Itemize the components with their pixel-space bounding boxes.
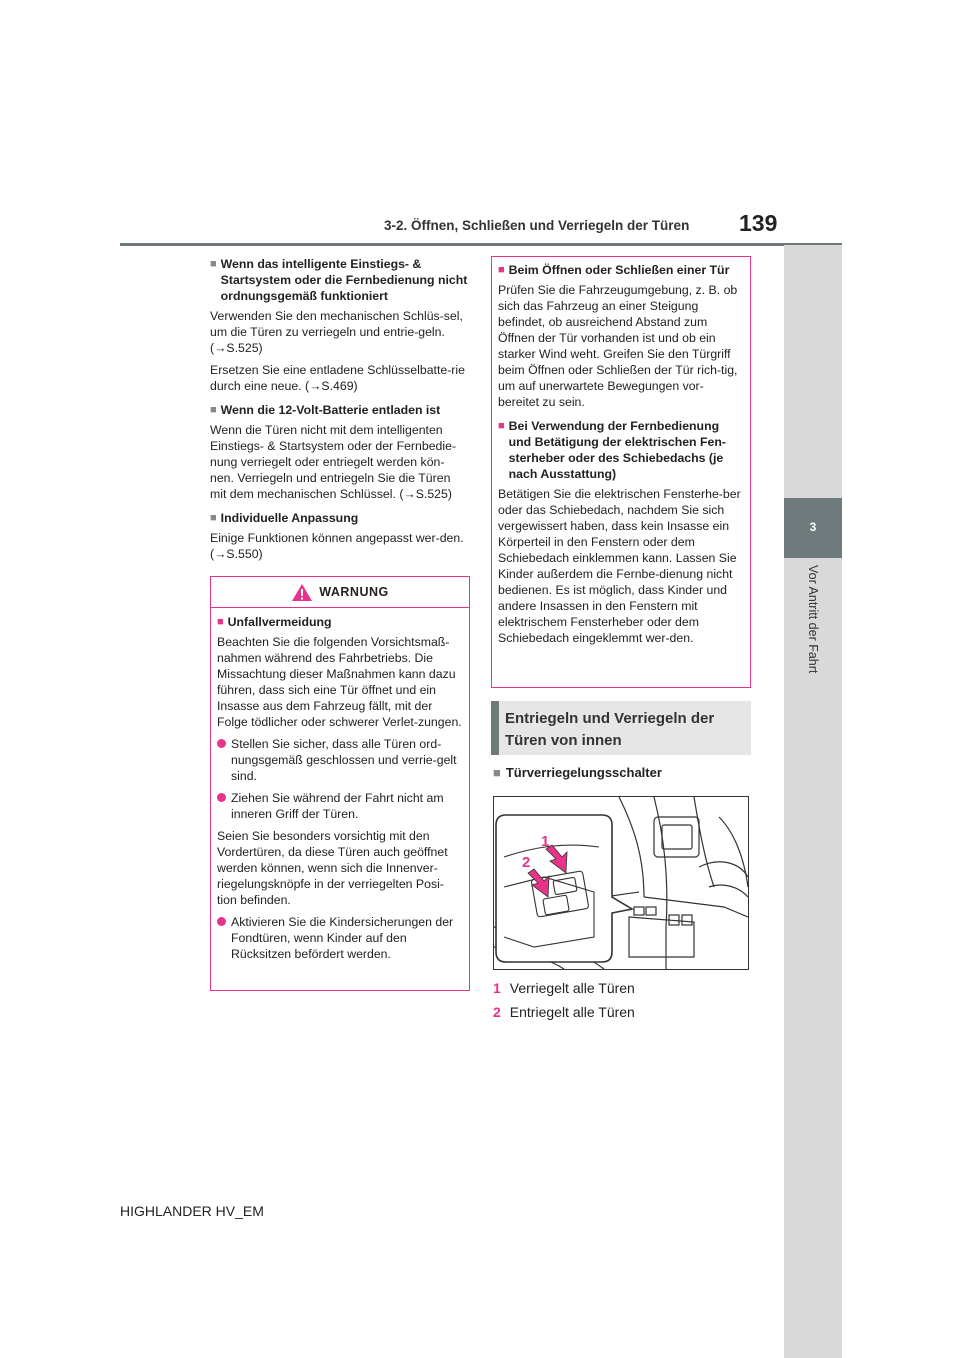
warning-header [211,577,469,608]
heading-smart-entry: ■ Wenn das intelligente Einstiegs- & Startsystem oder die Fernbedienung nicht ordnungsgemäß funktioniert [210,257,468,303]
footer-model: HIGHLANDER HV_EM [120,1203,264,1219]
square-bullet-icon: ■ [217,616,224,628]
door-lock-switch-illustration [493,796,749,970]
chapter-label: Vor Antritt der Fahrt [806,565,820,674]
paragraph: Prüfen Sie die Fahrzeugumgebung, z. B. ob sich das Fahrzeug an einer Steigung befindet, ob ausreichend Abstand zum Öffnen der Tür vorhanden ist und ob ein starker Wind weht. Greifen Sie den Türgriff beim Öffnen oder Schließen der Tür rich-tig, um auf unerwartete Bewegungen vor-bereitet zu sein. [498,283,738,409]
paragraph: Einige Funktionen können angepasst wer-den. (→S.550) [210,531,464,561]
warning-box [210,576,470,991]
section-title-line1: Entriegeln und Verriegeln der [505,710,715,727]
paragraph: Beachten Sie die folgenden Vorsichtsmaß-nahmen während des Fahrbetriebs. Die Missachtung dieser Maßnahmen kann dazu führen, dass sich eine Tür öffnet und ein Insasse aus dem Fahrzeug fällt, mit der Folge tödlicher oder schwerer Verlet-zungen. [217,635,462,729]
legend-item-1: 1 Verriegelt alle Türen [493,980,635,996]
heading-door-open: ■ Beim Öffnen oder Schließen einer Tür [498,263,730,277]
square-bullet-icon: ■ [498,264,505,276]
figure-label-1: 1 [541,833,550,850]
bullet-item: Stellen Sie sicher, dass alle Türen ord-nungsgemäß geschlossen und verrie-gelt sind. [217,736,463,784]
heading-customization: ■ Individuelle Anpassung [210,511,359,525]
chapter-number-tab: 3 [784,498,842,558]
warning-title: WARNUNG [319,585,389,599]
figure-label-2: 2 [522,854,531,871]
section-header-title: 3-2. Öffnen, Schließen und Verriegeln der Türen [384,218,690,233]
dot-bullet-icon [217,793,226,802]
warning-triangle-icon [291,583,313,602]
square-bullet-icon: ■ [210,404,217,416]
square-bullet-icon: ■ [493,765,501,780]
paragraph: Verwenden Sie den mechanischen Schlüs-sel, um die Türen zu verriegeln und entrie-geln. (→S.525) [210,309,463,355]
bullet-item: Ziehen Sie während der Fahrt nicht am inneren Griff der Türen. [217,790,463,822]
heading-remote-window: ■ Bei Verwendung der Fernbedienung und Betätigung der elektrischen Fen-sterheber oder des Schiebedachs (je nach Ausstattung) [498,419,726,481]
legend-item-2: 2 Entriegelt alle Türen [493,1004,635,1020]
section-heading [491,701,751,755]
bullet-item: Aktivieren Sie die Kindersicherungen der Fondtüren, wenn Kinder auf den Rücksitzen befördert werden. [217,914,463,962]
illustration-svg [494,797,748,969]
dot-bullet-icon [217,739,226,748]
page-number: 139 [739,210,778,236]
paragraph: Wenn die Türen nicht mit dem intelligenten Einstiegs- & Startsystem oder der Fernbedie-nung verriegelt oder entriegelt werden kön-nen. Verriegeln und entriegeln Sie die Türen mit dem mechanischen Schlüssel. (→S.525) [210,423,457,501]
section-title-line2: Türen von innen [505,732,622,749]
left-column [210,256,468,568]
legend-list [493,976,635,1024]
square-bullet-icon: ■ [210,512,217,524]
heading-accident: ■ Unfallvermeidung [217,615,332,629]
caution-box [491,256,751,688]
square-bullet-icon: ■ [210,258,217,270]
heading-battery: ■ Wenn die 12-Volt-Batterie entladen ist [210,403,441,417]
dot-bullet-icon [217,917,226,926]
side-tab-bottom [784,558,842,1358]
paragraph: Betätigen Sie die elektrischen Fensterhe-ber oder das Schiebedach, nachdem Sie sich vergewissert haben, dass kein Insasse ein Körperteil in den Fenstern oder dem Schiebedach einklemmen kann. Lassen Sie Kinder außerdem die Fernbe-dienung nicht bedienen. Es ist möglich, dass Kinder und andere Insassen in den Fenstern mit elektrischem Fensterheber oder dem Schiebedach eingeklemmt wer-den. [498,487,741,645]
square-bullet-icon: ■ [498,420,505,432]
header-rule [120,243,842,246]
side-tab-top [784,245,842,498]
paragraph: Seien Sie besonders vorsichtig mit den Vordertüren, da diese Türen auch geöffnet werden können, wenn sich die Innenver-riegelungsknöpfe in der verriegelten Posi-tion befinden. [217,829,448,907]
section-heading-bar [491,701,499,755]
subheading-door-lock-switch: ■ Türverriegelungsschalter [493,765,662,780]
paragraph: Ersetzen Sie eine entladene Schlüsselbatte-rie durch eine neue. (→S.469) [210,363,465,393]
